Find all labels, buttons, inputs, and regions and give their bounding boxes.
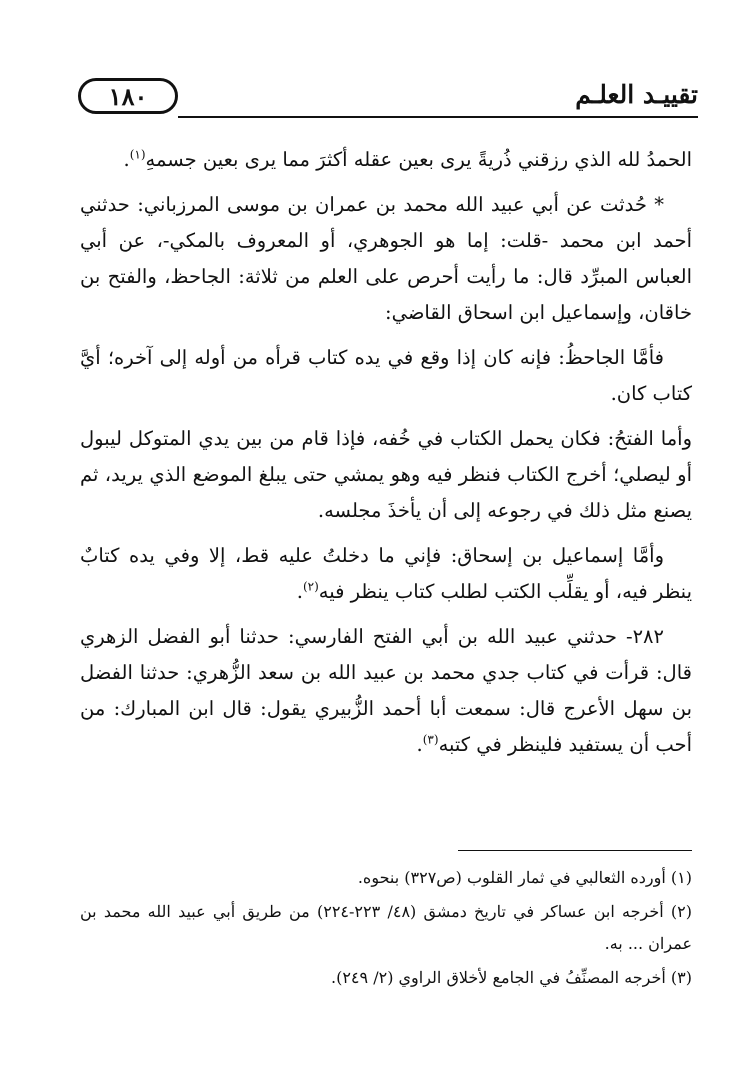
page-number (78, 78, 178, 114)
footnote-ref-2: (٢) (302, 579, 319, 594)
paragraph-6-text: ٢٨٢- حدثني عبيد الله بن أبي الفتح الفارسي: حدثنا أبو الفضل الزهري قال: قرأت في كتاب جدي محمد بن عبيد الله بن سعد الزُّهري: حدثنا الفضل بن سهل الأعرج قال: سمعت أبا أحمد الزُّبيري يقول: قال ابن المبارك: من أحب أن يستفيد فلينظر في كتبه (80, 625, 692, 756)
star-icon: * (654, 193, 665, 216)
paragraph-5-text: وأمَّا إسماعيل بن إسحاق: فإني ما دخلتُ عليه قط، إلا وفي يده كتابٌ ينظر فيه، أو يقلِّب الكتب لطلب كتاب ينظر فيه (80, 544, 692, 603)
paragraph-1-end: . (123, 148, 130, 171)
paragraph-3 (80, 340, 692, 412)
footnote-ref-1: (١) (129, 147, 146, 162)
paragraph-5-end: . (296, 580, 303, 603)
page-number-text: ١٨٠ (108, 81, 148, 111)
paragraph-3-text: فأمَّا الجاحظُ: فإنه كان إذا وقع في يده كتاب قرأه من أوله إلى آخره؛ أيَّ كتاب كان. (80, 346, 692, 405)
footnote-1: (١) أورده الثعالبي في ثمار القلوب (ص٣٢٧) بنحوه. (357, 868, 692, 887)
paragraph-4 (80, 421, 692, 529)
running-title: تقييـد العلـم (575, 80, 698, 109)
footnote-3: (٣) أخرجه المصنِّفُ في الجامع لأخلاق الراوي (٢/ ٢٤٩). (331, 968, 692, 987)
footnote-ref-3: (٣) (422, 732, 439, 747)
paragraph-1 (80, 142, 692, 178)
page-header (78, 72, 698, 122)
paragraph-2 (80, 187, 692, 331)
header-rule (178, 116, 698, 118)
paragraph-2-text: حُدثت عن أبي عبيد الله محمد بن عمران بن موسى المرزباني: حدثني أحمد ابن محمد -قلت: إما هو الجوهري، أو المعروف بالمكي-، عن أبي العباس المبرِّد قال: ما رأيت أحرص على العلم من ثلاثة: الجاحظ، والفتح بن خاقان، وإسماعيل ابن اسحاق القاضي: (80, 193, 692, 324)
paragraph-1-text: الحمدُ لله الذي رزقني ذُريةً يرى بعين عقله أكثرَ مما يرى بعين جسمهِ (145, 148, 692, 171)
footnotes (80, 862, 692, 996)
paragraph-4-text: وأما الفتحُ: فكان يحمل الكتاب في خُفه، فإذا قام من بين يدي المتوكل ليبول أو ليصلي؛ أخرج الكتاب فنظر فيه وهو يمشي حتى يبلغ الموضع الذي يريد، ثم يصنع مثل ذلك في رجوعه إلى أن يأخذَ مجلسه. (80, 427, 692, 522)
footnote-divider (458, 850, 692, 851)
paragraph-6-end: . (416, 733, 423, 756)
footnote-2: (٢) أخرجه ابن عساكر في تاريخ دمشق (٤٨/ ٢٢٣-٢٢٤) من طريق أبي عبيد الله محمد بن عمران ... به. (80, 902, 693, 953)
main-text (80, 142, 692, 772)
paragraph-6 (80, 619, 692, 763)
paragraph-5 (80, 538, 692, 610)
